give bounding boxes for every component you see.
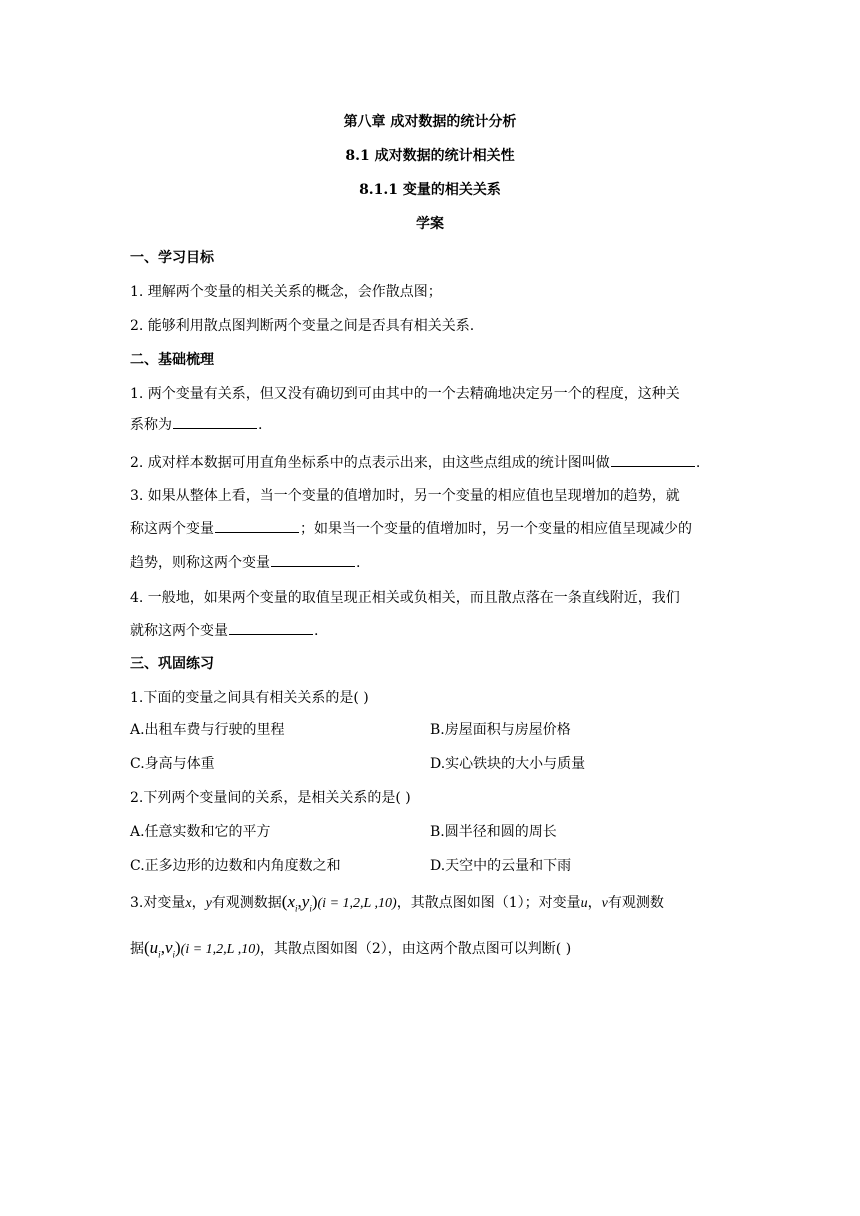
- index-range: (i = 1,2,L ,10): [180, 942, 260, 957]
- pair-xy: $(x_i,y_i)$: [281, 892, 318, 914]
- answer-blank[interactable]: [229, 620, 313, 635]
- answer-blank[interactable]: [215, 518, 299, 533]
- practice-q1-row1: [130, 720, 740, 740]
- subscript-i: i: [172, 949, 175, 960]
- comma: ，: [191, 895, 206, 911]
- q3-text: 据: [130, 941, 144, 957]
- var-v: v: [601, 896, 608, 911]
- var-y: y: [301, 892, 310, 911]
- option-b[interactable]: B.圆半径和圆的周长: [430, 824, 557, 840]
- period: .: [258, 417, 263, 433]
- practice-q3-line1: [130, 892, 740, 918]
- practice-heading: 三、巩固练习: [130, 656, 214, 672]
- basics-q4-line2: [130, 620, 740, 641]
- subscript-i: i: [295, 903, 298, 914]
- var-v: v: [164, 938, 173, 957]
- var-x: x: [287, 892, 296, 911]
- basics-q2-text: 2. 成对样本数据可用直角坐标系中的点表示出来，由这些点组成的统计图叫做: [130, 455, 610, 471]
- practice-q2-row2: [130, 856, 740, 876]
- period: .: [695, 455, 701, 471]
- answer-blank[interactable]: [271, 552, 355, 567]
- section-title: 8.1 成对数据的统计相关性: [345, 148, 515, 164]
- period: .: [314, 623, 319, 639]
- basics-q4-text: 就称这两个变量: [130, 623, 228, 639]
- q3-text: ，其散点图如图（1）；对变量: [396, 895, 581, 911]
- option-d[interactable]: D.天空中的云量和下雨: [430, 858, 572, 874]
- option-b[interactable]: B.房屋面积与房屋价格: [430, 722, 571, 738]
- basics-q1-text: 系称为: [130, 417, 172, 433]
- basics-q1-line2: [130, 414, 740, 435]
- basics-q2: [130, 452, 740, 473]
- option-c[interactable]: C.正多边形的边数和内角度数之和: [130, 858, 341, 874]
- var-x: x: [185, 896, 192, 911]
- comma: ，: [587, 895, 602, 911]
- goal-item-2: 2. 能够利用散点图判断两个变量之间是否具有相关关系.: [130, 318, 475, 334]
- basics-q4-line1: 4. 一般地，如果两个变量的取值呈现正相关或负相关，而且散点落在一条直线附近，我们: [130, 590, 680, 606]
- chapter-title: 第八章 成对数据的统计分析: [343, 114, 517, 130]
- option-d[interactable]: D.实心铁块的大小与质量: [430, 756, 586, 772]
- practice-q3-line2: [130, 938, 740, 964]
- basics-q1-line1: 1. 两个变量有关系，但又没有确切到可由其中的一个去精确地决定另一个的程度，这种关: [130, 386, 680, 402]
- basics-q3-text: 称这两个变量: [130, 521, 214, 537]
- var-u: u: [149, 938, 159, 957]
- q3-text: 3.对变量: [130, 895, 186, 911]
- practice-q1-row2: [130, 754, 740, 774]
- basics-q3-text-end: 趋势，则称这两个变量: [130, 555, 270, 571]
- subscript-i: i: [158, 949, 161, 960]
- basics-q3-line2: [130, 518, 740, 539]
- pair-uv: $(u_i,v_i)$: [144, 938, 181, 960]
- basics-q3-line1: 3. 如果从整体上看，当一个变量的值增加时，另一个变量的相应值也呈现增加的趋势，就: [130, 488, 680, 504]
- var-y: y: [205, 896, 212, 911]
- option-a[interactable]: A.任意实数和它的平方: [130, 824, 271, 840]
- answer-blank[interactable]: [611, 452, 695, 467]
- goal-item-1: 1. 理解两个变量的相关关系的概念，会作散点图；: [130, 284, 442, 300]
- basics-q3-text-cont: ；如果当一个变量的值增加时，另一个变量的相应值呈现减少的: [300, 521, 692, 537]
- option-c[interactable]: C.身高与体重: [130, 756, 215, 772]
- index-range: (i = 1,2,L ,10): [317, 896, 397, 911]
- var-u: u: [580, 896, 588, 911]
- basics-q3-line3: [130, 552, 740, 573]
- period: .: [356, 555, 361, 571]
- practice-q2-row1: [130, 822, 740, 842]
- practice-q1-stem: 1.下面的变量之间具有相关关系的是( ): [130, 690, 369, 706]
- practice-q2-stem: 2.下列两个变量间的关系，是相关关系的是( ): [130, 790, 411, 806]
- q3-text: 有观测数: [607, 895, 664, 911]
- option-a[interactable]: A.出租车费与行驶的里程: [130, 722, 285, 738]
- subscript-i: i: [309, 903, 312, 914]
- q3-text: 有观测数据: [211, 895, 282, 911]
- q3-text: ，其散点图如图（2），由这两个散点图可以判断( ): [259, 941, 572, 957]
- basics-heading: 二、基础梳理: [130, 352, 214, 368]
- doc-type-title: 学案: [416, 216, 444, 232]
- subsection-title: 8.1.1 变量的相关关系: [359, 182, 501, 198]
- answer-blank[interactable]: [173, 414, 257, 429]
- goals-heading: 一、学习目标: [130, 250, 214, 266]
